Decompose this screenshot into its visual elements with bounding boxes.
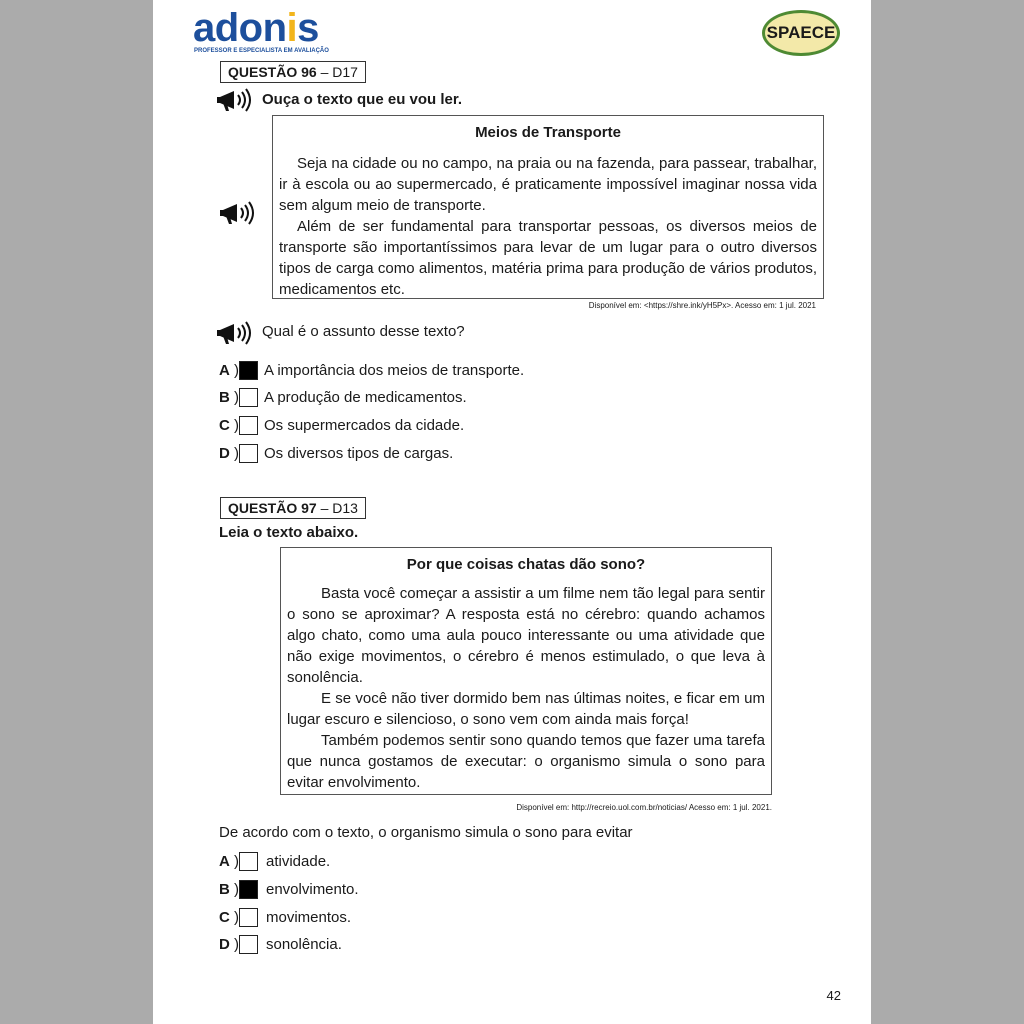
checkbox[interactable]	[239, 444, 258, 463]
text-title-96: Meios de Transporte	[475, 124, 621, 141]
page-number: 42	[826, 988, 841, 1003]
instruction-97: Leia o texto abaixo.	[219, 524, 359, 541]
paragraph: Basta você começar a assistir a um filme nem tão legal para sentir o sono se aproximar? A resposta está no cérebro: quando achamos algo chato, como uma aula pouco interessante ou uma atividade que não exige movimentos, o cérebro é menos estimulado, o que leva à sonolência.	[287, 585, 765, 686]
question-97-label: QUESTÃO 97 – D13	[220, 497, 366, 519]
spaece-badge: SPAECE	[762, 10, 840, 56]
option-b-96[interactable]: B ) A produção de medicamentos.	[219, 388, 467, 406]
instruction-96: Ouça o texto que eu vou ler.	[262, 91, 463, 108]
logo-subtitle: PROFESSOR E ESPECIALISTA EM AVALIAÇÃO	[194, 48, 329, 54]
paragraph: E se você não tiver dormido bem nas últimas noites, e ficar em um lugar escuro e silencioso, o sono vem com ainda mais força!	[287, 690, 765, 728]
question-text-97: De acordo com o texto, o organismo simula o sono para evitar	[219, 824, 633, 841]
question-96-label: QUESTÃO 96 – D17	[220, 61, 366, 83]
option-c-96[interactable]: C ) Os supermercados da cidade.	[219, 416, 465, 434]
source-citation-97: Disponível em: http://recreio.uol.com.br/noticias/ Acesso em: 1 jul. 2021.	[516, 803, 772, 812]
megaphone-icon	[216, 320, 260, 346]
text-box-96	[272, 115, 824, 299]
text-title-97: Por que coisas chatas dão sono?	[406, 556, 646, 573]
option-b-97[interactable]: B ) envolvimento.	[219, 880, 359, 898]
checkbox[interactable]	[239, 416, 258, 435]
option-d-97[interactable]: D ) sonolência.	[219, 935, 342, 953]
paragraph: Também podemos sentir sono quando temos que fazer uma tarefa que nunca gostamos de executar: o organismo simula o sono para evitar envolvimento.	[287, 732, 765, 791]
checkbox[interactable]	[239, 388, 258, 407]
option-a-97[interactable]: A ) atividade.	[219, 852, 331, 870]
question-text-96: Qual é o assunto desse texto?	[262, 323, 465, 340]
checkbox[interactable]	[239, 908, 258, 927]
text-box-97	[280, 547, 772, 795]
paragraph: Seja na cidade ou no campo, na praia ou na fazenda, para passear, trabalhar, ir à escola ou ao supermercado, é praticamente impossível imaginar nossa vida sem algum meio de transporte.	[279, 155, 817, 214]
megaphone-icon	[216, 87, 260, 113]
worksheet-page	[153, 0, 871, 1024]
option-a-96[interactable]: A ) A importância dos meios de transporte.	[219, 361, 525, 379]
checkbox-marked[interactable]	[239, 361, 258, 380]
checkbox[interactable]	[239, 852, 258, 871]
checkbox[interactable]	[239, 935, 258, 954]
paragraph: Além de ser fundamental para transportar pessoas, os diversos meios de transporte são importantíssimos para levar de um lugar para o outro diversos tipos de carga como alimentos, matéria prima para produção de vários produtos, medicamentos etc.	[279, 218, 817, 298]
source-citation-96: Disponível em: <https://shre.ink/yH5Px>. Acesso em: 1 jul. 2021	[588, 301, 816, 310]
checkbox-marked[interactable]	[239, 880, 258, 899]
megaphone-icon	[219, 200, 263, 226]
option-c-97[interactable]: C ) movimentos.	[219, 908, 352, 926]
option-d-96[interactable]: D ) Os diversos tipos de cargas.	[219, 444, 454, 462]
adonis-logo: adonis	[193, 6, 319, 50]
